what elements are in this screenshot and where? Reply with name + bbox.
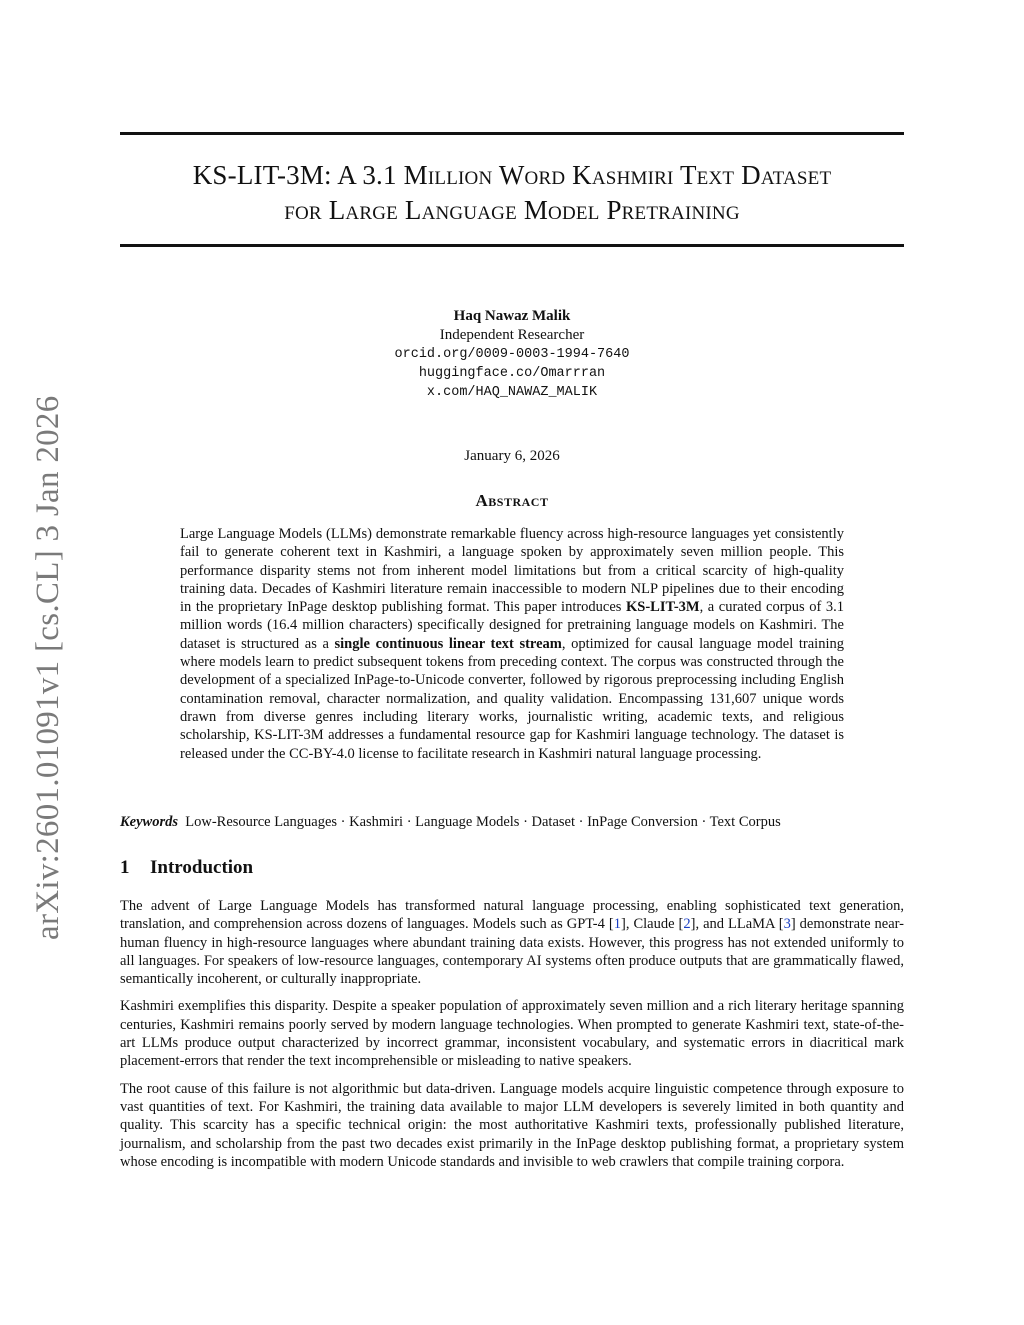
section-heading-introduction (120, 857, 253, 879)
introduction-body (120, 897, 904, 1180)
author-x-link[interactable]: x.com/HAQ_NAWAZ_MALIK (426, 385, 598, 400)
intro-p1-text-c: ], and LLaMA [ (690, 916, 784, 933)
title-rule-bottom (120, 244, 904, 247)
abstract-heading: Abstract (475, 491, 549, 510)
author-huggingface-link[interactable]: huggingface.co/Omarrran (418, 366, 606, 381)
paper-title-line-2: for Large Language Model Pretraining (284, 195, 740, 225)
intro-p1-text-d: ] demonstrate near-human fluency in high-resource languages where abundant training data exists. However, this progress has not extended uniformly to all languages. For speakers of low-resource languages, contemporary AI systems often produce outputs that are grammatically flawed, semantically incoherent, or culturally inappropriate. (120, 916, 905, 988)
author-name: Haq Nawaz Malik (453, 308, 571, 324)
keywords-label: Keywords (120, 814, 178, 830)
author-affiliation: Independent Researcher (439, 327, 585, 343)
abstract-stream-emphasis: single continuous linear text stream (334, 635, 562, 652)
section-number: 1 (120, 857, 130, 878)
citation-link-3[interactable]: 3 (783, 916, 791, 933)
abstract-dataset-name: KS-LIT-3M (626, 599, 700, 616)
intro-p1-text-b: ], Claude [ (620, 916, 684, 933)
citation-link-2[interactable]: 2 (683, 916, 691, 933)
section-title: Introduction (150, 857, 254, 878)
abstract-text-part-3: , optimized for causal language model training where models learn to predict subsequent tokens from preceding context. The corpus was constructed through the development of a specialized InPage-to-Unicode converter, followed by rigorous preprocessing including English contamination removal, character normalization, and quality validation. Encompassing 131,607 unique words drawn from diverse genres including literary works, journalistic writing, academic texts, and religious scholarship, KS-LIT-3M addresses a fundamental resource gap for Kashmiri language technology. The dataset is released under the CC-BY-4.0 license to facilitate research in Kashmiri natural language processing. (180, 635, 844, 762)
arxiv-identifier: arXiv:2601.01091v1 [cs.CL] 3 Jan 2026 (30, 395, 66, 940)
keywords-list: Low-Resource Languages · Kashmiri · Language Models · Dataset · InPage Conversion · Text Corpus (185, 814, 781, 830)
publication-date: January 6, 2026 (464, 448, 560, 464)
intro-p1-text-a: The advent of Large Language Models has transformed natural language processing, enabling sophisticated text generation, translation, and comprehension across dozens of languages. Models such as GPT-4 [ (120, 898, 904, 933)
author-block (120, 307, 904, 402)
author-orcid-link[interactable]: orcid.org/0009-0003-1994-7640 (394, 347, 630, 362)
paper-title (120, 158, 904, 228)
keywords-line (120, 814, 904, 831)
citation-link-1[interactable]: 1 (613, 916, 621, 933)
abstract-text-part-2: , a curated corpus of 3.1 million words (16.4 million characters) specifically designed for pretraining language models on Kashmiri. The dataset is structured as a (180, 599, 844, 652)
intro-paragraph-2: Kashmiri exemplifies this disparity. Despite a speaker population of approximately seven million and a rich literary heritage spanning centuries, Kashmiri remains poorly served by modern language technologies. When prompted to generate Kashmiri text, state-of-the-art LLMs produce output characterized by incorrect grammar, inconsistent vocabulary, and systematic errors in diacritical mark placement-errors that render the text incomprehensible or misleading to native speakers. (120, 998, 904, 1070)
intro-paragraph-3: The root cause of this failure is not algorithmic but data-driven. Language models acquire linguistic competence through exposure to vast quantities of text. For Kashmiri, the training data available to major LLM developers is severely limited in both quantity and quality. This scarcity has a specific technical origin: the most authoritative Kashmiri texts, professionally published literature, journalism, and scholarship from the past two decades exist primarily in the InPage desktop publishing format, a proprietary system whose encoding is incompatible with modern Unicode standards and invisible to web crawlers that compile training corpora. (120, 1080, 904, 1170)
title-rule-top (120, 132, 904, 135)
abstract-body (180, 525, 844, 763)
intro-paragraph-1 (120, 897, 904, 988)
abstract-text-part-1: Large Language Models (LLMs) demonstrate remarkable fluency across high-resource languages yet consistently fail to generate coherent text in Kashmiri, a language spoken by approximately seven million people. This performance disparity stems not from inherent model limitations but from a critical scarcity of high-quality training data. Decades of Kashmiri literature remain inaccessible to modern NLP pipelines due to their encoding in the proprietary InPage desktop publishing format. This paper introduces (180, 526, 844, 616)
paper-title-line-1: KS-LIT-3M: A 3.1 Million Word Kashmiri Text Dataset (192, 160, 832, 190)
